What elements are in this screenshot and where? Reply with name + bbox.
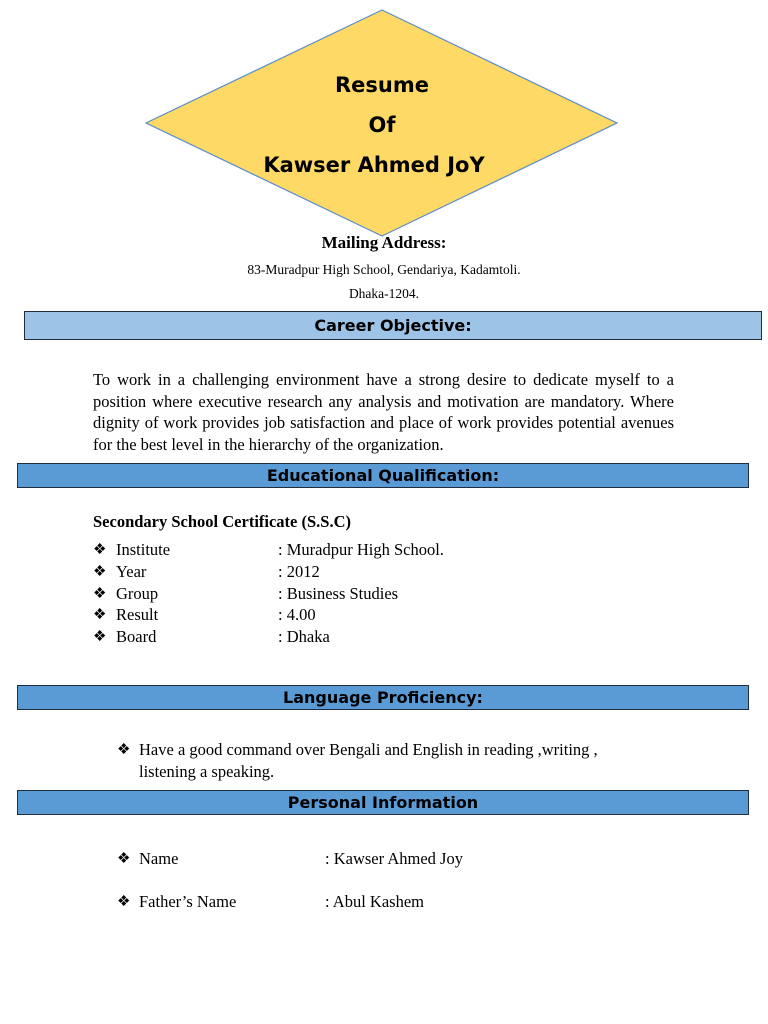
education-value: : 4.00 — [278, 605, 316, 624]
bullet-icon: ❖ — [93, 586, 107, 602]
section-language-proficiency: Language Proficiency: — [17, 685, 749, 710]
language-line-1: Have a good command over Bengali and English in reading ,writing , — [139, 740, 598, 759]
education-label: Institute — [116, 540, 171, 559]
title-resume: Resume — [335, 73, 429, 97]
mailing-heading: Mailing Address: — [321, 233, 447, 252]
personal-label: Name — [139, 849, 179, 868]
mailing-line-2: Dhaka-1204. — [348, 286, 420, 301]
title-of: Of — [368, 113, 396, 137]
bullet-icon: ❖ — [117, 894, 131, 910]
title-name: Kawser Ahmed JoY — [263, 153, 485, 177]
education-value: : Muradpur High School. — [278, 540, 444, 559]
bullet-icon: ❖ — [93, 542, 107, 558]
education-value: : Business Studies — [278, 584, 399, 603]
section-personal-information: Personal Information — [17, 790, 749, 815]
career-objective-text: To work in a challenging environment have a strong desire to dedicate myself to a position where executive research any analysis and motivation are mandatory. Where dignity of work provides job satisfaction and place of work provides potential avenues for the best level in the hierarchy of the organization. — [93, 370, 674, 454]
mailing-line-1: 83-Muradpur High School, Gendariya, Kadamtoli. — [247, 262, 521, 277]
language-line-2: listening a speaking. — [139, 762, 275, 781]
education-heading: Secondary School Certificate (S.S.C) — [93, 512, 352, 531]
personal-value: : Abul Kashem — [325, 892, 424, 911]
education-label: Group — [116, 584, 159, 603]
section-educational-qualification: Educational Qualification: — [17, 463, 749, 488]
bullet-icon: ❖ — [117, 851, 131, 867]
bullet-icon: ❖ — [93, 607, 107, 623]
bullet-icon: ❖ — [117, 742, 131, 758]
education-label: Result — [116, 605, 159, 624]
bullet-icon: ❖ — [93, 629, 107, 645]
education-value: : Dhaka — [278, 627, 330, 646]
section-career-objective: Career Objective: — [24, 311, 762, 340]
education-value: : 2012 — [278, 562, 320, 581]
personal-label: Father’s Name — [139, 892, 237, 911]
education-label: Board — [116, 627, 157, 646]
personal-value: : Kawser Ahmed Joy — [325, 849, 463, 868]
bullet-icon: ❖ — [93, 564, 107, 580]
education-label: Year — [116, 562, 147, 581]
